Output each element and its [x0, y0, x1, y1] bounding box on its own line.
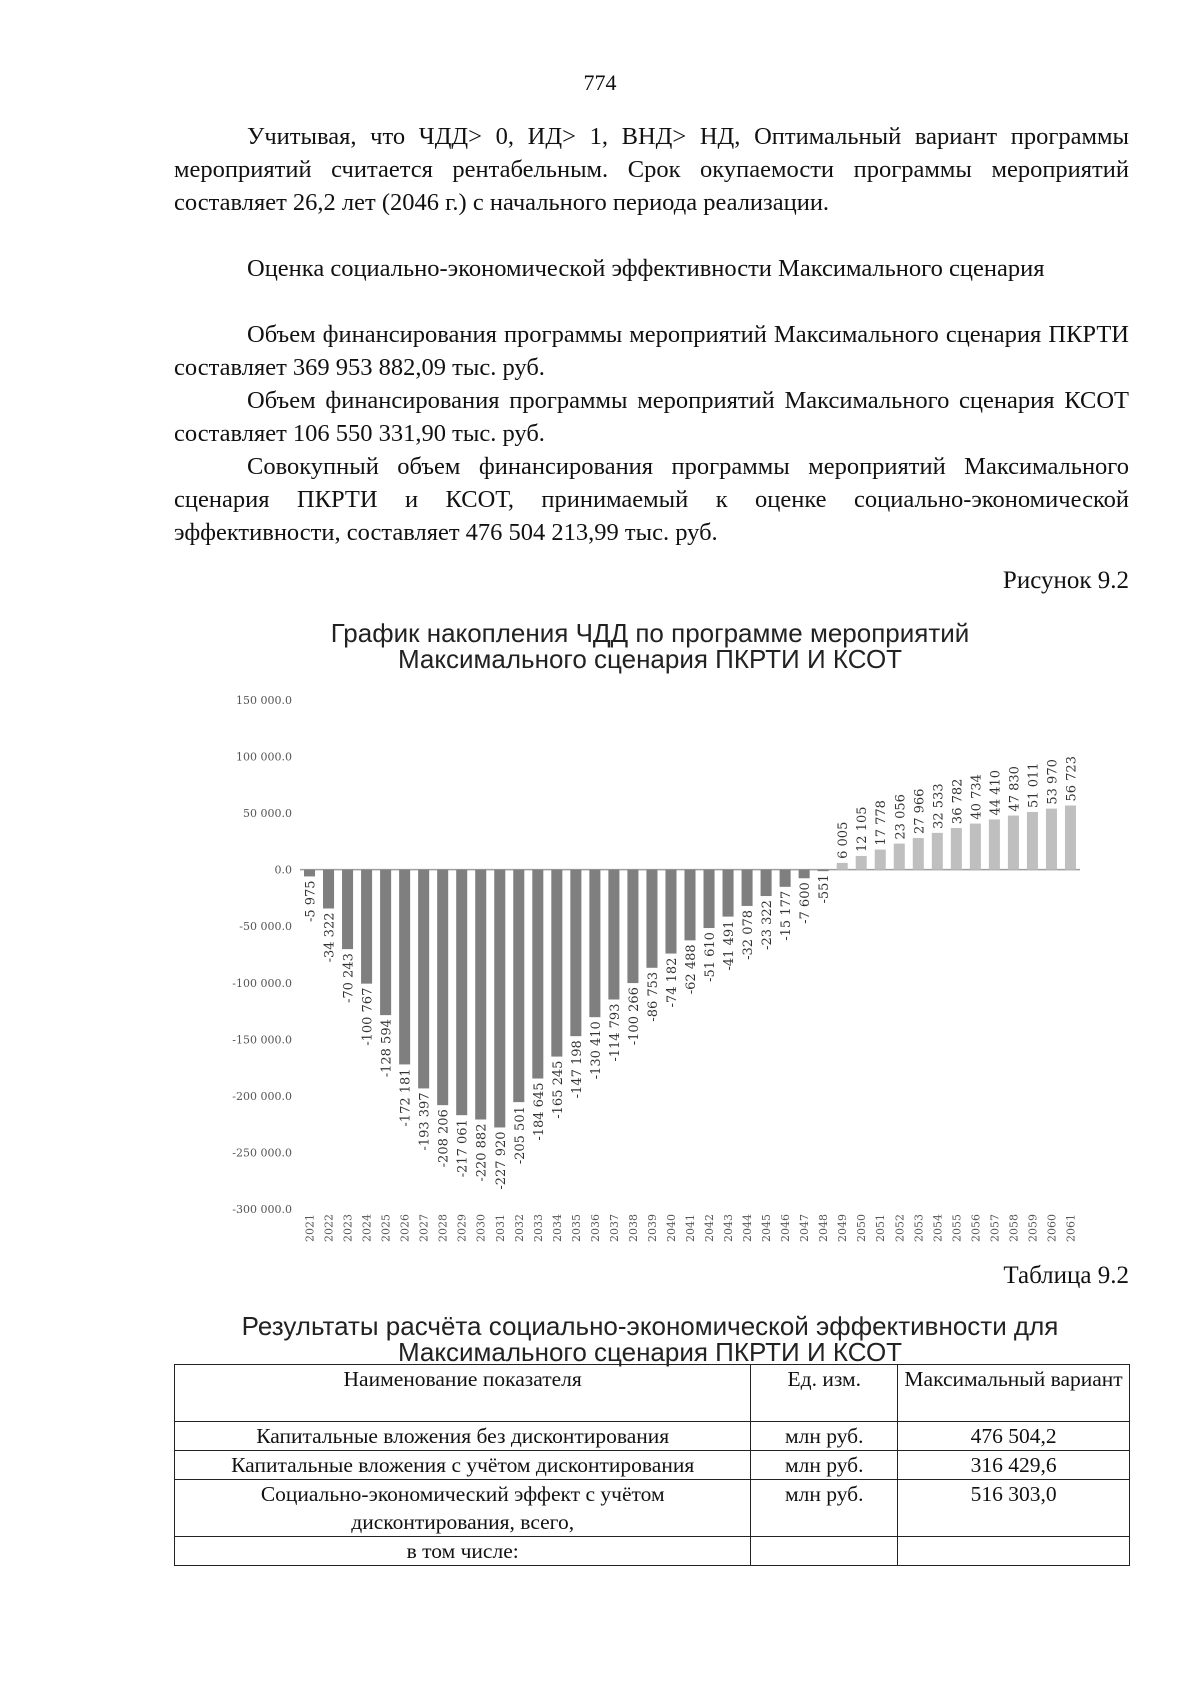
data-label: -62 488	[684, 944, 699, 995]
bar	[1008, 816, 1019, 870]
data-label: 6 005	[836, 821, 852, 859]
bar	[665, 870, 676, 954]
x-tick-label: 2043	[722, 1214, 736, 1242]
x-tick-label: 2054	[931, 1214, 945, 1242]
table-cell	[751, 1537, 898, 1566]
paragraph-text: Оценка социально-экономической эффективности Максимального сценария	[247, 255, 1045, 282]
x-tick-label: 2036	[588, 1214, 602, 1242]
bar	[589, 870, 600, 1018]
bar	[380, 870, 391, 1015]
bar	[399, 870, 410, 1065]
x-tick-label: 2026	[398, 1214, 412, 1242]
bar	[780, 870, 791, 887]
bar	[818, 870, 829, 872]
data-label: -227 920	[493, 1131, 509, 1190]
data-label: -208 206	[436, 1109, 452, 1168]
bar	[875, 850, 886, 870]
bar	[1046, 809, 1057, 870]
paragraph-text: Объем финансирования программы мероприятий Максимального сценария КСОТ составляет 106 550 331,90 тыс. руб.	[174, 387, 1129, 447]
bar	[761, 870, 772, 896]
x-tick-label: 2030	[474, 1214, 488, 1242]
x-tick-label: 2049	[836, 1214, 850, 1242]
x-tick-label: 2024	[360, 1214, 374, 1242]
bar	[951, 828, 962, 870]
bar	[608, 870, 619, 1000]
table-cell: в том числе:	[175, 1537, 751, 1566]
data-label: -34 322	[322, 912, 338, 963]
bar	[627, 870, 638, 983]
paragraph-text: Совокупный объем финансирования программы мероприятий Максимального сценария ПКРТИ и КСОТ, принимаемый к оценке социально-экономической эффективности, составляет 476 504 213,99 тыс. руб.	[174, 453, 1129, 546]
data-label: -15 177	[779, 890, 795, 941]
bar	[742, 870, 753, 906]
data-label: -220 882	[474, 1123, 490, 1182]
x-tick-label: 2057	[988, 1214, 1002, 1242]
y-tick-label: 150 000.0	[236, 694, 292, 707]
y-tick-label: -300 000.0	[232, 1203, 292, 1216]
data-label: -41 491	[722, 920, 738, 971]
table-title	[200, 1313, 1100, 1365]
bar	[1027, 812, 1038, 870]
data-label: 36 782	[950, 778, 966, 825]
x-tick-label: 2032	[512, 1214, 526, 1242]
x-tick-label: 2060	[1045, 1214, 1059, 1242]
paragraph-text: Объем финансирования программы мероприятий Максимального сценария ПКРТИ составляет 369 953 882,09 тыс. руб.	[174, 321, 1129, 381]
bar	[304, 870, 315, 877]
y-tick-label: -250 000.0	[232, 1146, 292, 1160]
x-tick-label: 2052	[893, 1214, 907, 1242]
page-number: 774	[583, 70, 617, 95]
data-label: -32 078	[741, 909, 757, 960]
x-tick-label: 2021	[303, 1214, 317, 1242]
data-label: -147 198	[569, 1040, 585, 1099]
table-title-line-1: Результаты расчёта социально-экономической эффективности для	[241, 1311, 1059, 1341]
table-row	[175, 1451, 1130, 1480]
figure-caption: Рисунок 9.2	[1002, 567, 1129, 594]
data-label: -5 975	[303, 880, 319, 923]
chart-title-line-1: График накопления ЧДД по программе мероприятий	[330, 618, 970, 648]
bar	[513, 870, 524, 1102]
table-cell: Капитальные вложения с учётом дисконтирования	[175, 1451, 751, 1480]
bar	[551, 870, 562, 1057]
x-tick-label: 2027	[417, 1214, 431, 1242]
x-tick-label: 2055	[950, 1214, 964, 1242]
bar	[894, 844, 905, 870]
bar	[799, 870, 810, 879]
data-label: -114 793	[607, 1003, 623, 1062]
bar	[570, 870, 581, 1036]
data-label: 47 830	[1007, 766, 1023, 812]
paragraph-text: Учитывая, что ЧДД> 0, ИД> 1, ВНД> НД, Оптимальный вариант программы мероприятий считается рентабельным. Срок окупаемости программы мероприятий составляет 26,2 лет (2046 г.) с начального периода реализации.	[174, 123, 1129, 216]
x-tick-label: 2050	[855, 1214, 869, 1242]
table-cell: млн руб.	[751, 1480, 898, 1537]
data-label: 40 734	[969, 774, 985, 820]
y-tick-label: -200 000.0	[232, 1089, 292, 1103]
header-indicator-name: Наименование показателя	[175, 1365, 751, 1422]
x-tick-label: 2023	[341, 1214, 355, 1242]
x-tick-label: 2056	[969, 1214, 983, 1242]
bar	[342, 870, 353, 949]
data-label: -70 243	[341, 953, 357, 1004]
x-tick-label: 2047	[798, 1214, 812, 1242]
bar	[532, 870, 543, 1079]
data-label: 17 778	[874, 800, 890, 846]
table-cell: млн руб.	[751, 1451, 898, 1480]
bar	[989, 819, 1000, 869]
x-tick-label: 2053	[912, 1214, 926, 1242]
table-title-line-2: Максимального сценария ПКРТИ И КСОТ	[397, 1337, 903, 1367]
bar	[323, 870, 334, 909]
data-label: -7 600	[798, 882, 814, 924]
data-label: -217 061	[455, 1119, 471, 1178]
x-tick-label: 2025	[379, 1214, 393, 1242]
x-tick-label: 2058	[1007, 1214, 1021, 1242]
bar	[723, 870, 734, 917]
bar	[704, 870, 715, 928]
y-tick-label: -100 000.0	[232, 976, 292, 990]
x-tick-label: 2042	[703, 1214, 717, 1242]
table-caption: Таблица 9.2	[1003, 1262, 1129, 1289]
data-label: -100 767	[360, 987, 376, 1046]
bar	[646, 870, 657, 968]
bar	[437, 870, 448, 1106]
data-label: 44 410	[988, 769, 1004, 816]
results-table	[174, 1364, 1130, 1566]
x-tick-label: 2035	[569, 1214, 583, 1242]
x-tick-label: 2044	[741, 1214, 755, 1242]
x-tick-label: 2038	[626, 1214, 640, 1242]
table-cell: Социально-экономический эффект с учётом дисконтирования, всего,	[175, 1480, 751, 1537]
bar	[1065, 806, 1076, 870]
table-cell: 516 303,0	[898, 1480, 1130, 1537]
x-tick-label: 2031	[493, 1214, 507, 1242]
data-label: -205 501	[512, 1106, 528, 1165]
table-row	[175, 1537, 1130, 1566]
bar	[475, 870, 486, 1120]
header-unit: Ед. изм.	[751, 1365, 898, 1422]
data-label: -165 245	[550, 1060, 566, 1119]
data-label: -551	[817, 874, 833, 904]
x-tick-label: 2059	[1026, 1214, 1040, 1242]
table-header-row	[175, 1365, 1130, 1422]
data-label: 53 970	[1045, 759, 1061, 805]
data-label: 51 011	[1026, 762, 1042, 808]
x-tick-label: 2037	[607, 1214, 621, 1242]
data-label: -86 753	[645, 971, 661, 1022]
x-tick-label: 2040	[664, 1214, 678, 1242]
bar	[856, 856, 867, 870]
data-label: -128 594	[379, 1019, 395, 1078]
x-tick-label: 2061	[1064, 1214, 1078, 1242]
bar	[418, 870, 429, 1089]
table-cell: 476 504,2	[898, 1422, 1130, 1451]
table-cell	[898, 1537, 1130, 1566]
table-cell: Капитальные вложения без дисконтирования	[175, 1422, 751, 1451]
table-cell: млн руб.	[751, 1422, 898, 1451]
data-label: 23 056	[893, 794, 909, 840]
data-label: -172 181	[398, 1068, 414, 1127]
data-label: 12 105	[855, 806, 871, 852]
x-tick-label: 2022	[322, 1214, 336, 1242]
bar	[837, 863, 848, 870]
table-row	[175, 1480, 1130, 1537]
bar	[494, 870, 505, 1128]
data-label: 56 723	[1064, 756, 1080, 802]
y-tick-label: 100 000.0	[236, 750, 292, 764]
x-tick-label: 2039	[645, 1214, 659, 1242]
y-tick-label: 0.0	[274, 863, 292, 877]
bar	[970, 824, 981, 870]
bar	[361, 870, 372, 984]
table-cell: 316 429,6	[898, 1451, 1130, 1480]
bar	[932, 833, 943, 870]
x-tick-label: 2041	[684, 1214, 697, 1242]
data-label: -193 397	[417, 1092, 433, 1151]
data-label: -184 645	[531, 1082, 547, 1141]
y-tick-label: 50 000.0	[243, 807, 292, 821]
x-tick-label: 2028	[436, 1214, 450, 1242]
data-label: 27 966	[912, 788, 928, 835]
x-tick-label: 2045	[760, 1214, 774, 1242]
y-tick-label: -150 000.0	[232, 1033, 292, 1047]
y-tick-label: -50 000.0	[239, 920, 292, 934]
header-max-variant: Максимальный вариант	[898, 1365, 1130, 1422]
x-tick-label: 2033	[531, 1214, 545, 1242]
chart-title-line-2: Максимального сценария ПКРТИ И КСОТ	[397, 644, 903, 674]
x-tick-label: 2048	[817, 1214, 831, 1242]
table-row	[175, 1422, 1130, 1451]
data-label: -100 266	[626, 987, 642, 1046]
data-label: -51 610	[703, 932, 719, 982]
x-tick-label: 2046	[779, 1214, 793, 1242]
data-label: 32 533	[931, 783, 947, 829]
data-label: -130 410	[588, 1021, 604, 1080]
bar	[684, 870, 695, 941]
bar	[913, 838, 924, 870]
x-tick-label: 2051	[874, 1214, 888, 1242]
data-label: -23 322	[760, 900, 776, 950]
x-tick-label: 2029	[455, 1214, 469, 1242]
data-label: -74 182	[664, 957, 680, 1008]
bar	[456, 870, 467, 1116]
x-tick-label: 2034	[550, 1214, 564, 1242]
